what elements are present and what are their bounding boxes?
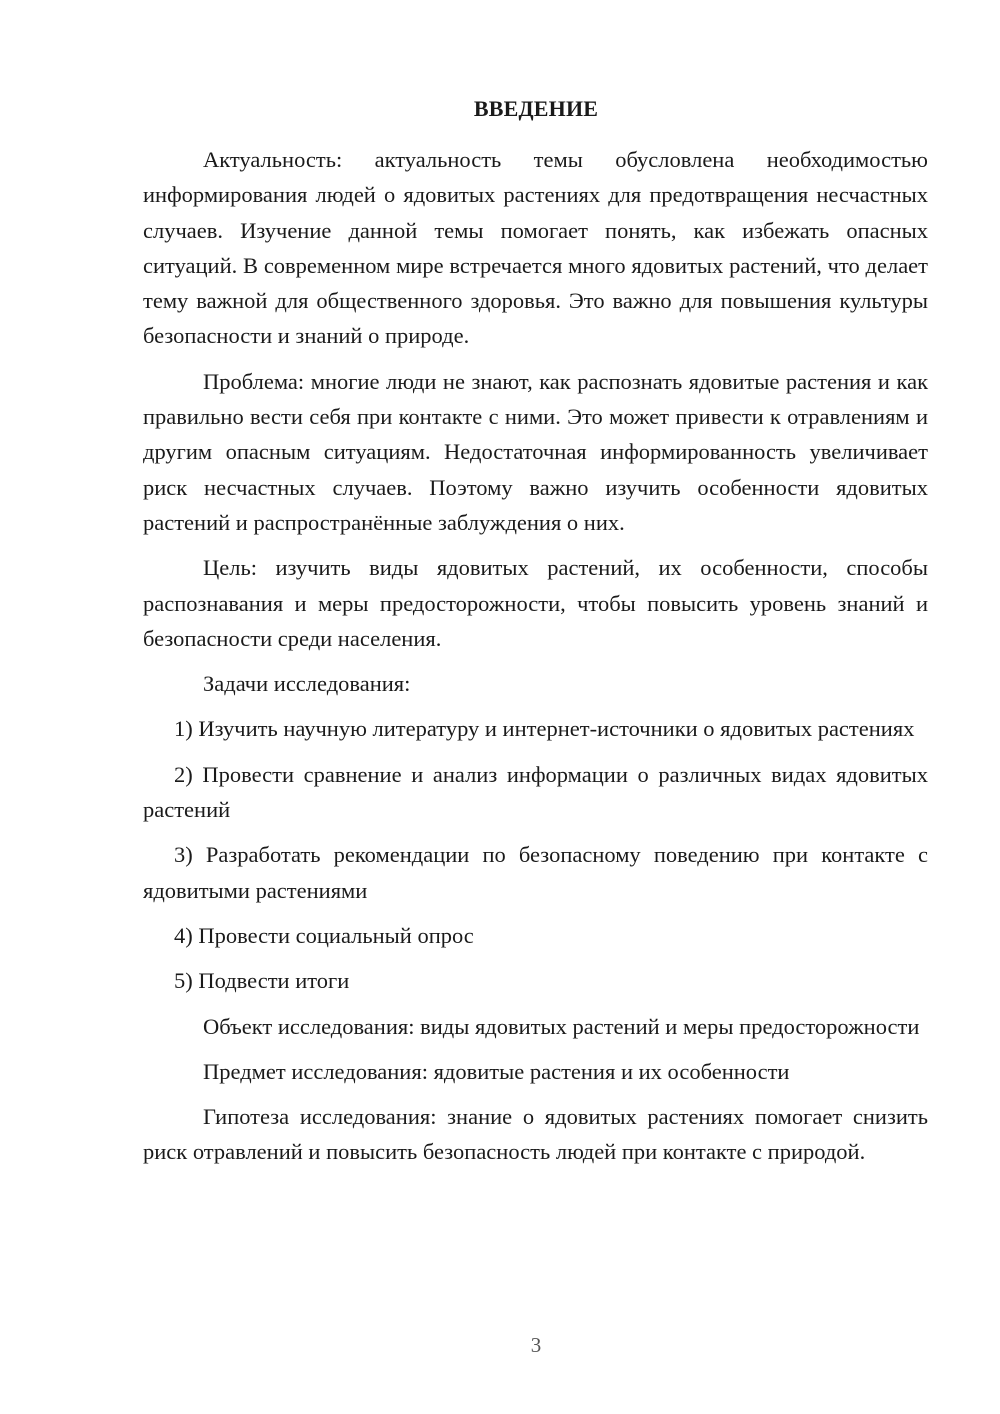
paragraph-tasks-heading: Задачи исследования:	[203, 671, 411, 697]
page-title: ВВЕДЕНИЕ	[473, 96, 599, 121]
paragraph-hypothesis: Гипотеза исследования: знание о ядовитых растениях помогает снизить риск отравлений и повысить безопасность людей при контакте с природой.	[143, 1104, 928, 1165]
paragraph-subject: Предмет исследования: ядовитые растения и их особенности	[203, 1058, 790, 1084]
paragraph-relevance: Актуальность: актуальность темы обусловлена необходимостью информирования людей о ядовитых растениях для предотвращения несчастных случаев. Изучение данной темы помогает понять, как избежать опасных ситуаций. В современном мире встречается много ядовитых растений, что делает тему важной для общественного здоровья. Это важно для повышения культуры безопасности и знаний о природе.	[143, 147, 928, 349]
task-item-1: 1) Изучить научную литературу и интернет-источники о ядовитых растениях	[174, 716, 915, 742]
page-number: 3	[530, 1333, 542, 1357]
paragraph-goal: Цель: изучить виды ядовитых растений, их особенности, способы распознавания и меры предосторожности, чтобы повысить уровень знаний и безопасности среди населения.	[143, 555, 928, 651]
document-body	[143, 142, 928, 1180]
task-item-3: 3) Разработать рекомендации по безопасному поведению при контакте с ядовитыми растениями	[143, 842, 928, 903]
task-item-2: 2) Провести сравнение и анализ информации о различных видах ядовитых растений	[143, 761, 928, 823]
paragraph-object: Объект исследования: виды ядовитых растений и меры предосторожности	[203, 1013, 920, 1039]
task-item-5: 5) Подвести итоги	[174, 968, 350, 994]
task-item-4: 4) Провести социальный опрос	[174, 922, 474, 948]
paragraph-problem: Проблема: многие люди не знают, как распознать ядовитые растения и как правильно вести себя при контакте с ними. Это может привести к отравлениям и другим опасным ситуациям. Недостаточная информированность увеличивает риск несчастных случаев. Поэтому важно изучить особенности ядовитых растений и распространённые заблуждения о них.	[143, 368, 928, 535]
